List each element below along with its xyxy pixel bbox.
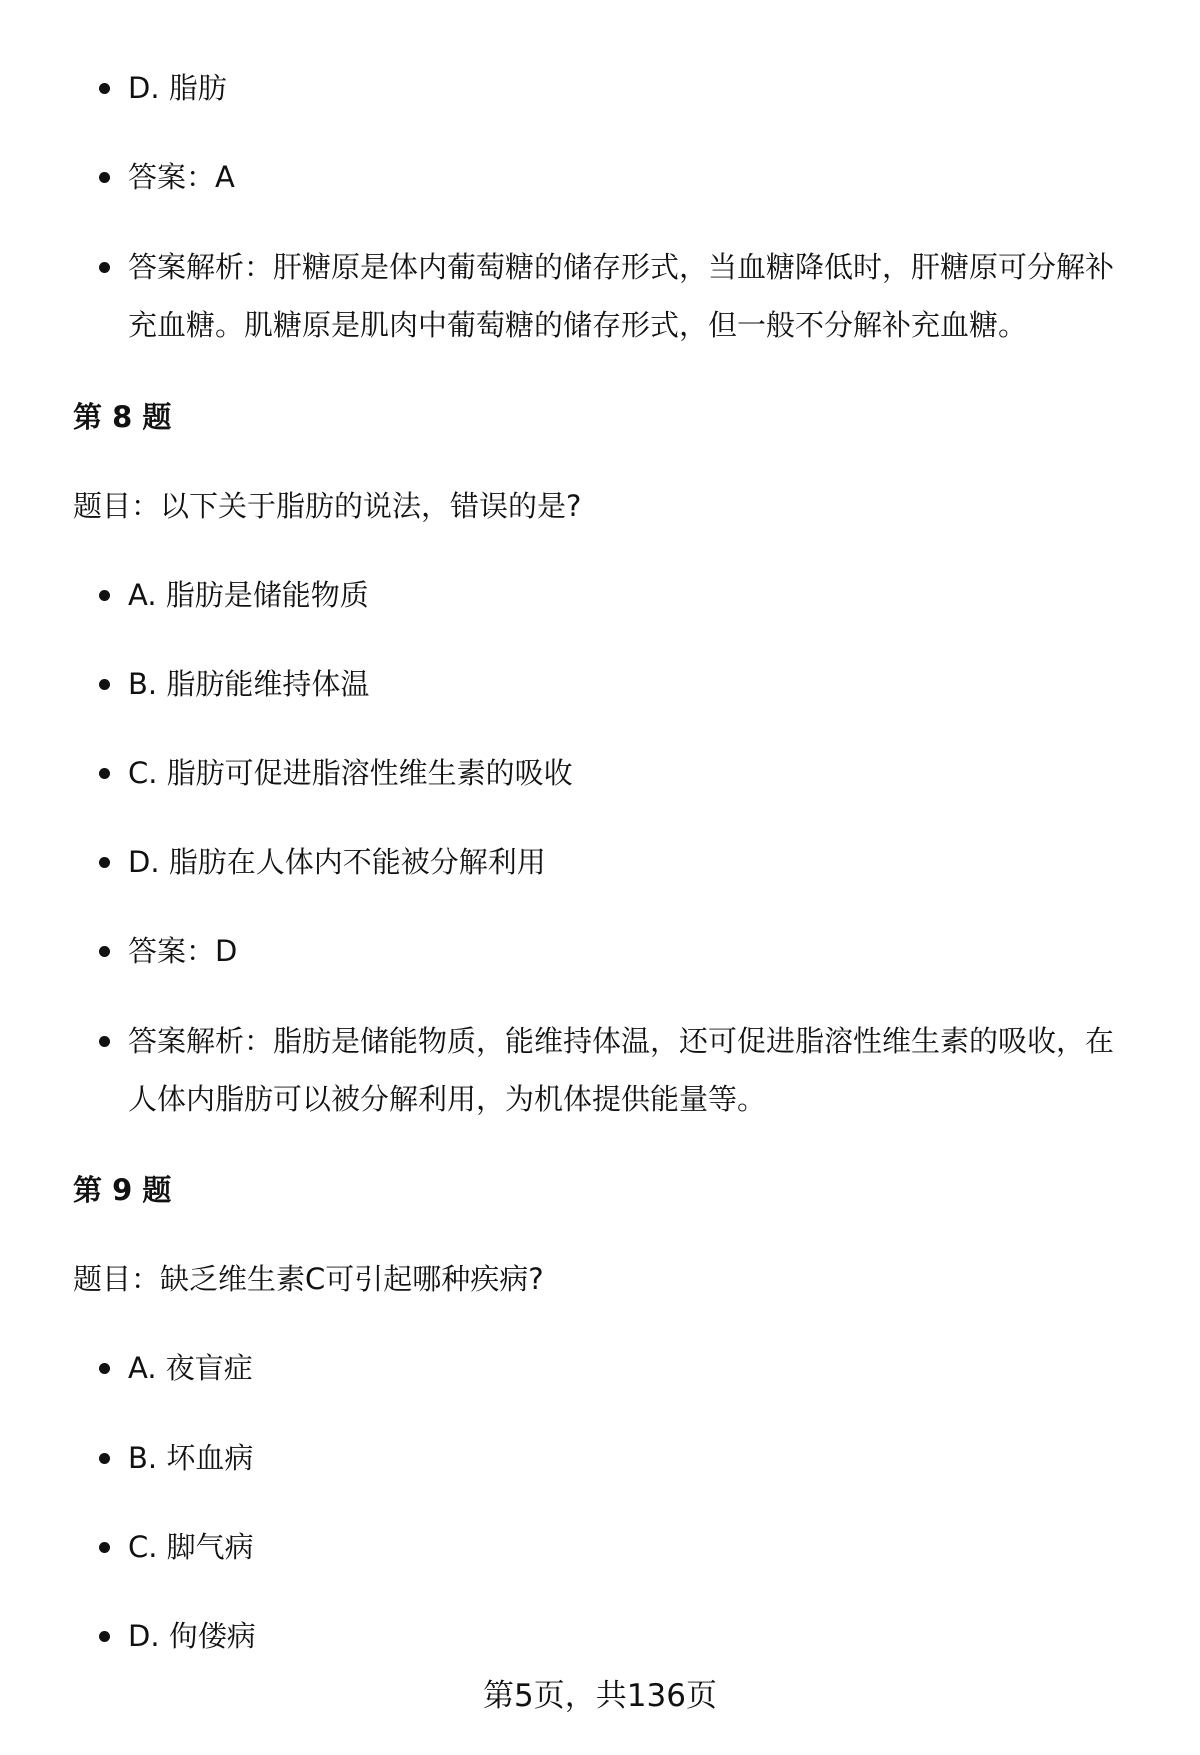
bullet-dot [99, 679, 110, 690]
bullet-dot [99, 946, 110, 957]
question-heading-8: 第 8 题 [73, 400, 172, 434]
bullet-dot [99, 857, 110, 868]
option-text: D. 脂肪在人体内不能被分解利用 [128, 845, 546, 879]
option-text: A. 夜盲症 [128, 1351, 253, 1385]
explanation-line-2: 人体内脂肪可以被分解利用，为机体提供能量等。 [128, 1082, 767, 1116]
explanation-line-1: 答案解析：肝糖原是体内葡萄糖的储存形式，当血糖降低时，肝糖原可分解补 [128, 250, 1115, 284]
bullet-dot [99, 1036, 110, 1047]
question-stem-9: 题目：缺乏维生素C可引起哪种疾病? [73, 1262, 544, 1296]
question-heading-9: 第 9 题 [73, 1173, 172, 1207]
bullet-dot [99, 1631, 110, 1642]
answer-text: 答案：D [128, 934, 238, 968]
option-text: D. 脂肪 [128, 71, 227, 105]
option-text: B. 坏血病 [128, 1441, 254, 1475]
bullet-dot [99, 1542, 110, 1553]
bullet-dot [99, 590, 110, 601]
option-text: C. 脚气病 [128, 1530, 254, 1564]
question-stem-8: 题目：以下关于脂肪的说法，错误的是? [73, 489, 582, 523]
option-text: D. 佝偻病 [128, 1619, 256, 1653]
option-text: B. 脂肪能维持体温 [128, 667, 370, 701]
bullet-dot [99, 1363, 110, 1374]
bullet-dot [99, 83, 110, 94]
page-footer: 第5页，共136页 [483, 1678, 717, 1714]
explanation-line-2: 充血糖。肌糖原是肌肉中葡萄糖的储存形式，但一般不分解补充血糖。 [128, 308, 1028, 342]
bullet-dot [99, 262, 110, 273]
answer-text: 答案：A [128, 160, 235, 194]
option-text: A. 脂肪是储能物质 [128, 578, 369, 612]
explanation-line-1: 答案解析：脂肪是储能物质，能维持体温，还可促进脂溶性维生素的吸收，在 [128, 1024, 1115, 1058]
bullet-dot [99, 1453, 110, 1464]
bullet-dot [99, 172, 110, 183]
option-text: C. 脂肪可促进脂溶性维生素的吸收 [128, 756, 573, 790]
bullet-dot [99, 768, 110, 779]
